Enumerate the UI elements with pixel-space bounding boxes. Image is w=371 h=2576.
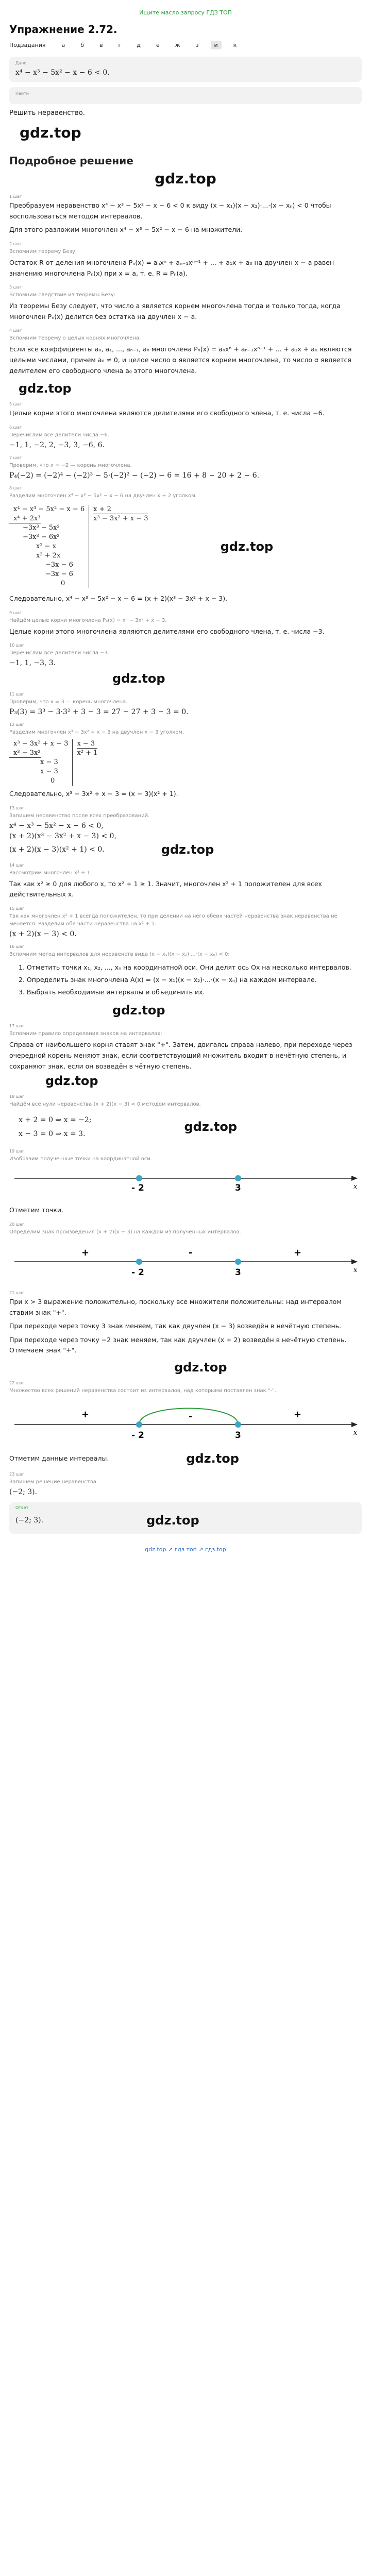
division-dividend xyxy=(9,739,72,786)
point-label: 3 xyxy=(235,1183,241,1194)
step-text: Если все коэффициенты a₀, a₁, ..., aₙ₋₁, aₙ многочлена Pₙ(x) = aₙxⁿ + aₙ₋₁xⁿ⁻¹ + ... + a₁x + a₀ являются целыми числами, причем a₀ ≠ 0, и целое число α является корнем многочлена, то число α является делителем его свободного члена a₀ этого многочлена. xyxy=(9,345,352,375)
point-label: - 2 xyxy=(131,1267,144,1278)
step-label: 1 шаг xyxy=(9,194,22,199)
step-note: Изобразим полученные точки на координатной оси. xyxy=(9,1156,152,1162)
subitems-label: Подзадания xyxy=(9,42,46,48)
step-label: 5 шаг xyxy=(9,402,22,407)
step-12 xyxy=(9,722,362,800)
step-math: (−2; 3). xyxy=(9,1488,38,1497)
division-dividend xyxy=(9,505,89,588)
step-label: 14 шаг xyxy=(9,862,25,868)
step-3 xyxy=(9,285,362,322)
subitem-k[interactable]: к xyxy=(233,42,237,48)
axis-label: x xyxy=(353,1266,358,1274)
step-note: Определим знак произведения (x + 2)(x − 3) на каждом из полученных интервалов. xyxy=(9,1229,241,1235)
step-label: 15 шаг xyxy=(9,906,25,911)
subitem-i[interactable]: и xyxy=(211,41,222,49)
find-text: Решить неравенство. xyxy=(9,109,85,117)
list-item: 2. Определить знак многочлена A(x) = (x − x₁)(x − x₂)·...·(x − xₙ) на каждом интервале. xyxy=(19,975,317,984)
step-note: Запишем неравенство после всех преобразований. xyxy=(9,812,150,819)
step-8 xyxy=(9,486,362,604)
division-row: −3x − 6 xyxy=(45,561,73,569)
given-label: Дано xyxy=(15,61,27,65)
division-row: x² − x xyxy=(36,542,57,550)
step-7 xyxy=(9,455,362,480)
division-divisor: x + 2 xyxy=(93,505,148,514)
division-row: x³ − 3x² + x − 3 xyxy=(13,740,69,748)
list-item: 1. Отметить точки x₁, x₂, ..., xₙ на координатной оси. Они делят ось Ox на несколько интервалов. xyxy=(19,963,351,971)
watermark: gdz.top xyxy=(220,539,274,554)
subitem-v[interactable]: в xyxy=(99,42,103,48)
detailed-heading: Подробное решение xyxy=(9,155,133,167)
step-math: (x + 2)(x − 3)(x² + 1) < 0. xyxy=(9,845,105,854)
step-19 xyxy=(9,1149,362,1216)
division-quotient: x³ − 3x² + x − 3 xyxy=(93,514,148,522)
step-13 xyxy=(9,806,362,857)
step-10 xyxy=(9,643,362,686)
long-division xyxy=(9,739,362,786)
step-label: 2 шаг xyxy=(9,241,22,246)
step-label: 7 шаг xyxy=(9,455,22,460)
step-text: Целые корни этого многочлена являются делителями его свободного члена, т. е. числа −3. xyxy=(9,627,325,635)
division-row: x⁴ − x³ − 5x² − x − 6 xyxy=(13,505,85,513)
point-3 xyxy=(235,1421,241,1428)
step-text: При переходе через точку 3 знак меняем, так как двучлен (x − 3) возведён в нечётную степень. xyxy=(9,1322,341,1330)
point-3 xyxy=(235,1175,241,1181)
subitems-nav xyxy=(9,41,362,49)
step-20 xyxy=(9,1222,362,1284)
step-label: 18 шаг xyxy=(9,1094,25,1099)
step-1 xyxy=(9,194,362,235)
sign-label: - xyxy=(189,1247,193,1258)
given-card xyxy=(9,57,362,82)
subitem-zh[interactable]: ж xyxy=(175,42,180,48)
subitem-a[interactable]: а xyxy=(61,42,65,48)
division-divisor-block xyxy=(72,739,97,786)
division-row: x − 3 xyxy=(40,768,58,776)
zeros-list xyxy=(19,1113,91,1141)
number-line-3 xyxy=(9,1397,362,1446)
step-note: Перечислим все делители числа −6. xyxy=(9,432,109,438)
watermark: gdz.top xyxy=(45,1074,98,1089)
step-5 xyxy=(9,402,362,419)
step-note: Множество всех решений неравенства состоит из интервалов, над которыми поставлен знак "-". xyxy=(9,1388,276,1394)
step-18 xyxy=(9,1094,362,1143)
step-note: Разделим многочлен x⁴ − x³ − 5x² − x − 6 на двучлен x + 2 уголком. xyxy=(9,493,197,499)
point-minus-2 xyxy=(136,1175,142,1181)
method-list xyxy=(19,961,362,998)
step-label: 23 шаг xyxy=(9,1472,25,1477)
step-label: 22 шаг xyxy=(9,1381,25,1386)
division-row: x − 3 xyxy=(40,758,58,767)
step-note: Перечислим все делители числа −3. xyxy=(9,650,109,656)
sign-label: + xyxy=(81,1409,90,1420)
step-11 xyxy=(9,692,362,716)
step-note: Так как многочлен x² + 1 всегда положителен, то при делении на него обеих частей неравенства знак неравенства не меняется. Разделим обе части неравенства на x² + 1. xyxy=(9,913,338,927)
step-note: Найдём все нули неравенства (x + 2)(x − 3) < 0 методом интервалов. xyxy=(9,1101,201,1108)
answer-value: (−2; 3). xyxy=(15,1516,44,1525)
step-label: 16 шаг xyxy=(9,944,25,949)
step-text: Из теоремы Безу следует, что число a является корнем многочлена тогда и только тогда, когда многочлен Pₙ(x) делится без остатка на двучлен x − a. xyxy=(9,302,341,320)
subitem-b[interactable]: б xyxy=(80,42,85,48)
division-divisor: x − 3 xyxy=(77,739,97,749)
subitem-e[interactable]: е xyxy=(156,42,160,48)
step-note: Разделим многочлен x³ − 3x² + x − 3 на двучлен x − 3 уголком. xyxy=(9,730,184,736)
point-minus-2 xyxy=(136,1259,142,1265)
step-text: Преобразуем неравенство x⁴ − x³ − 5x² − x − 6 < 0 к виду (x − x₁)(x − x₂)·...·(x − xₙ) < 0 чтобы воспользоваться методом интервалов. xyxy=(9,201,331,220)
step-label: 8 шаг xyxy=(9,485,22,490)
step-math: −1, 1, −3, 3. xyxy=(9,659,56,668)
step-label: 12 шаг xyxy=(9,722,25,727)
step-note: Найдём целые корни многочлена P₃(x) = x³ − 3x² + x − 3. xyxy=(9,617,167,623)
sign-label: - xyxy=(189,1411,193,1422)
step-2 xyxy=(9,242,362,279)
watermark: gdz.top xyxy=(186,1451,239,1466)
watermark: gdz.top xyxy=(19,381,72,396)
step-label: 3 шаг xyxy=(9,285,22,290)
point-label: 3 xyxy=(235,1430,241,1441)
axis-label: x xyxy=(353,1183,358,1191)
axis-arrow xyxy=(351,1176,358,1181)
division-row: −3x³ − 6x² xyxy=(23,533,60,541)
point-3 xyxy=(235,1259,241,1265)
watermark: gdz.top xyxy=(20,124,81,141)
watermark: gdz.top xyxy=(155,170,216,187)
long-division xyxy=(9,505,148,588)
step-label: 17 шаг xyxy=(9,1024,25,1029)
step-label: 11 шаг xyxy=(9,692,25,697)
answer-label: Ответ xyxy=(15,1505,29,1511)
step-label: 13 шаг xyxy=(9,805,25,810)
step-note: Вспомним теорему о целых корнях многочлена: xyxy=(9,335,141,342)
axis-arrow xyxy=(351,1259,358,1264)
step-text: Отметим данные интервалы. xyxy=(9,1454,109,1462)
step-label: 19 шаг xyxy=(9,1149,25,1154)
step-text: При x > 3 выражение положительно, поскольку все множители положительны: над интервалом ставим знак "+". xyxy=(9,1297,342,1316)
step-text: Следовательно, x⁴ − x³ − 5x² − x − 6 = (x + 2)(x³ − 3x² + x − 3). xyxy=(9,594,228,602)
axis-label: x xyxy=(353,1429,358,1437)
sign-label: + xyxy=(294,1409,302,1420)
step-note: Вспомним теорему Безу: xyxy=(9,248,77,255)
watermark: gdz.top xyxy=(112,671,165,686)
step-21 xyxy=(9,1291,362,1375)
step-note: Вспомним следствие из теоремы Безу: xyxy=(9,292,116,298)
step-math: −1, 1, −2, 2, −3, 3, −6, 6. xyxy=(9,440,105,449)
step-label: 21 шаг xyxy=(9,1290,25,1295)
answer-card xyxy=(9,1502,362,1534)
division-row: 0 xyxy=(61,579,65,587)
step-9 xyxy=(9,611,362,637)
watermark: gdz.top xyxy=(184,1119,238,1134)
step-text: Справа от наибольшего корня ставят знак "+". Затем, двигаясь справа налево, при переходе через очередной корень меняют знак, если соответствующий множитель входит в нечётную степень, и сохраняют знак, если он возведён в чётную степень. xyxy=(9,1041,352,1070)
axis-arrow xyxy=(351,1422,358,1427)
division-row: x² + 2x xyxy=(36,551,61,560)
list-item: x + 2 = 0 ⇒ x = −2; xyxy=(19,1116,92,1125)
watermark: gdz.top xyxy=(174,1360,227,1375)
step-22 xyxy=(9,1381,362,1466)
watermark: gdz.top xyxy=(161,842,214,857)
step-note: Проверим, что x = 3 — корень многочлена. xyxy=(9,699,128,705)
sign-label: + xyxy=(81,1247,90,1258)
division-row: −3x − 6 xyxy=(45,570,73,578)
step-label: 20 шаг xyxy=(9,1222,25,1227)
step-math: (x + 2)(x³ − 3x² + x − 3) < 0, xyxy=(9,832,116,840)
step-note: Вспомним правило определения знаков на интервалах: xyxy=(9,1031,162,1037)
point-label: - 2 xyxy=(131,1183,144,1194)
step-text: Так как x² ≥ 0 для любого x, то x² + 1 ≥ 1. Значит, многочлен x² + 1 положителен для всех действительных x. xyxy=(9,879,322,899)
list-item: x − 3 = 0 ⇒ x = 3. xyxy=(19,1129,86,1138)
step-label: 6 шаг xyxy=(9,425,22,430)
find-card xyxy=(9,87,362,104)
step-text: Целые корни этого многочлена являются делителями его свободного члена, т. е. числа −6. xyxy=(9,409,325,417)
watermark: gdz.top xyxy=(112,1003,165,1018)
division-row: 0 xyxy=(50,777,55,785)
subitem-d[interactable]: д xyxy=(137,42,141,48)
step-text: Для этого разложим многочлен x⁴ − x³ − 5x² − x − 6 на множители. xyxy=(9,226,243,234)
point-label: 3 xyxy=(235,1267,241,1278)
number-line-2 xyxy=(9,1238,362,1284)
top-search-link[interactable]: Ищите масло запросу ГДЗ ТОП xyxy=(139,9,232,16)
step-text: При переходе через точку −2 знак меняем, так как двучлен (x + 2) возведён в нечётную степень. Отмечаем знак "+". xyxy=(9,1335,347,1354)
given-expression: x⁴ − x³ − 5x² − x − 6 < 0. xyxy=(15,69,110,77)
step-math: P₄(−2) = (−2)⁴ − (−2)³ − 5·(−2)² − (−2) − 6 = 16 + 8 − 20 + 2 − 6. xyxy=(9,471,260,480)
step-label: 10 шаг xyxy=(9,643,25,648)
step-math: (x + 2)(x − 3) < 0. xyxy=(9,930,77,938)
step-17 xyxy=(9,1024,362,1088)
step-text: Остаток R от деления многочлена Pₙ(x) = aₙxⁿ + aₙ₋₁xⁿ⁻¹ + ... + a₁x + a₀ на двучлен x − a равен значению многочлена Pₙ(x) при x = a, т. е. R = Pₙ(a). xyxy=(9,258,334,277)
step-text: Отметим точки. xyxy=(9,1206,64,1214)
step-label: 4 шаг xyxy=(9,328,22,333)
division-row: x⁴ + 2x³ xyxy=(9,514,41,523)
division-row: −3x³ − 5x² xyxy=(23,523,60,532)
step-4 xyxy=(9,328,362,396)
list-item: 3. Выбрать необходимые интервалы и объединить их. xyxy=(19,988,205,996)
step-note: Проверим, что x = −2 — корень многочлена. xyxy=(9,462,132,468)
step-text: Следовательно, x³ − 3x² + x − 3 = (x − 3)(x² + 1). xyxy=(9,790,178,798)
sign-label: + xyxy=(294,1247,302,1258)
step-math: x⁴ − x³ − 5x² − x − 6 < 0, xyxy=(9,821,104,830)
subitem-g[interactable]: г xyxy=(118,42,122,48)
step-23 xyxy=(9,1472,362,1496)
point-minus-2 xyxy=(136,1421,142,1428)
subitem-z[interactable]: з xyxy=(195,42,199,48)
step-16 xyxy=(9,944,362,1018)
step-6 xyxy=(9,425,362,449)
step-15 xyxy=(9,906,362,938)
step-label: 9 шаг xyxy=(9,610,22,615)
step-note: Рассмотрим многочлен x² + 1. xyxy=(9,870,92,876)
number-line-1 xyxy=(9,1165,362,1201)
step-note: Запишем решение неравенства. xyxy=(9,1479,98,1485)
watermark: gdz.top xyxy=(146,1513,199,1528)
footer-links[interactable]: gdz.top ↗ гдз топ ↗ гдз.top xyxy=(145,1546,226,1553)
find-label: Найти xyxy=(15,91,29,96)
point-label: - 2 xyxy=(131,1430,144,1441)
division-divisor-block xyxy=(89,505,148,588)
step-note: Вспомним метод интервалов для неравенств вида (x − x₁)(x − x₂)·...·(x − xₙ) < 0: xyxy=(9,952,230,957)
division-quotient: x² + 1 xyxy=(77,749,98,757)
step-math: P₃(3) = 3³ − 3·3² + 3 − 3 = 27 − 27 + 3 − 3 = 0. xyxy=(9,708,189,717)
division-row: x³ − 3x² xyxy=(9,749,41,758)
page-title: Упражнение 2.72. xyxy=(9,23,117,36)
step-14 xyxy=(9,863,362,900)
